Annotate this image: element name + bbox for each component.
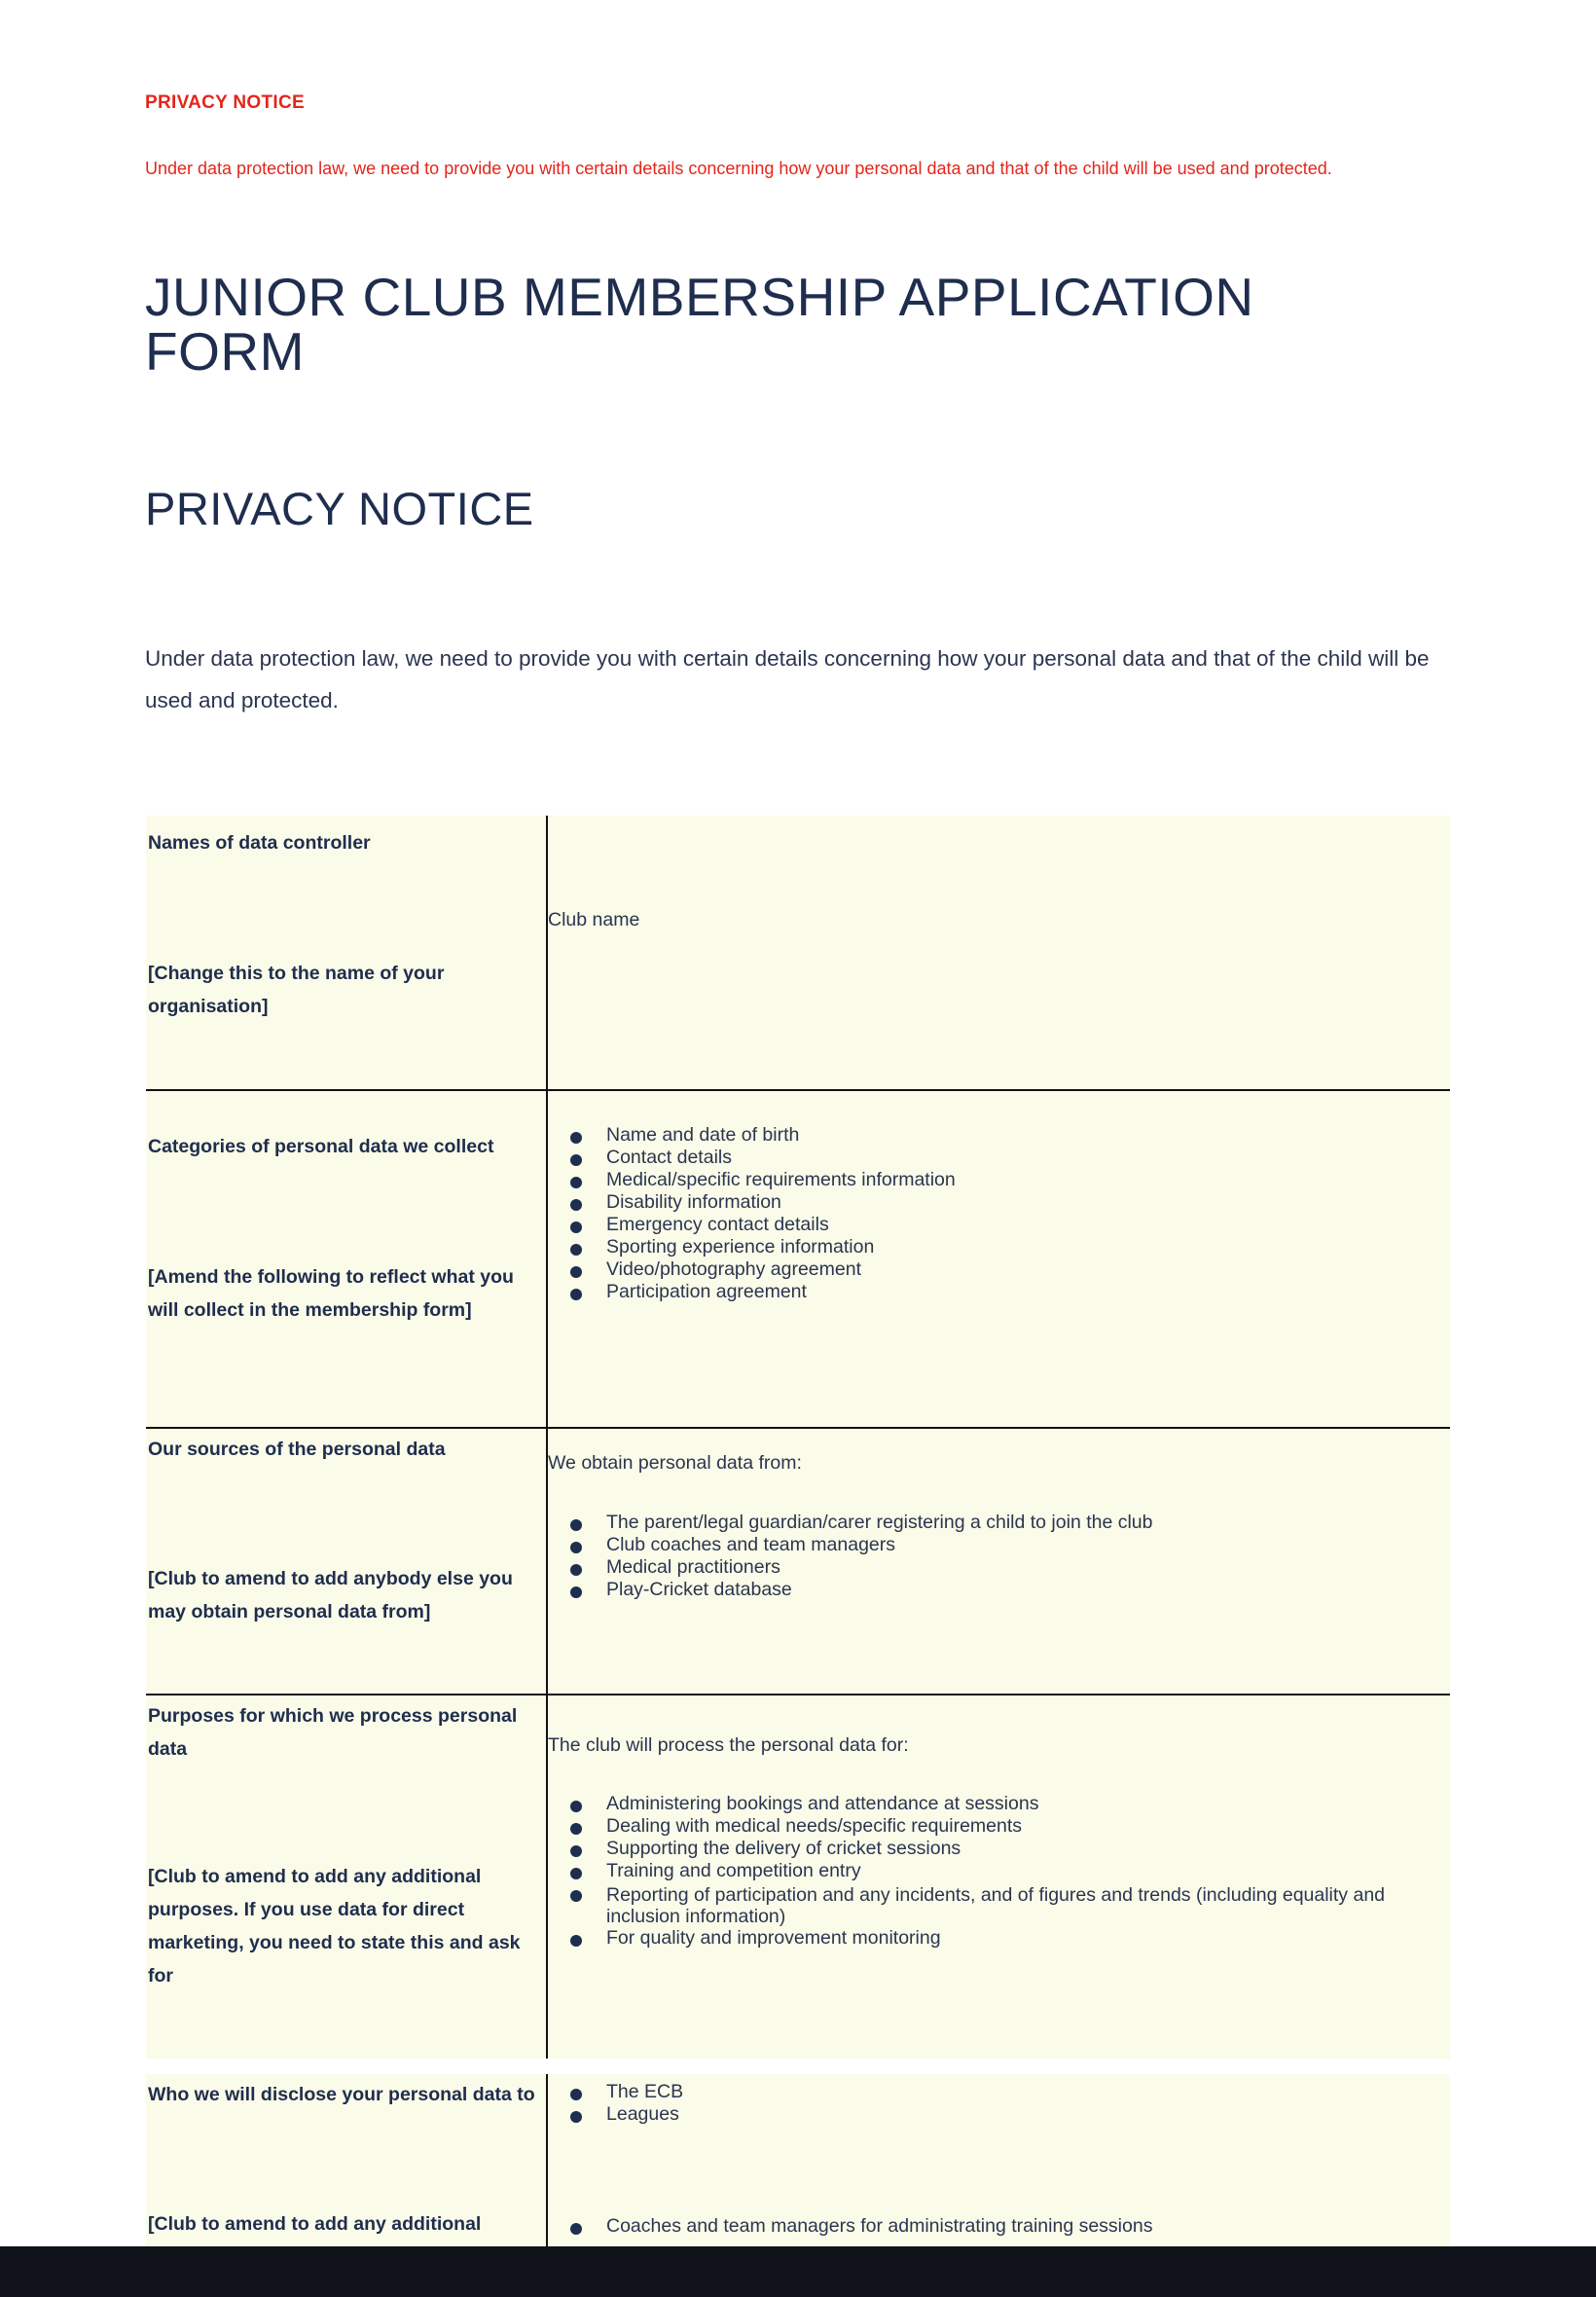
purposes-list [570, 1793, 1427, 1950]
list-item: Participation agreement [570, 1281, 956, 1303]
list-item: Contact details [570, 1147, 956, 1169]
row-note-categories: [Amend the following to reflect what you will collect in the membership form] [148, 1266, 514, 1321]
list-item: Disability information [570, 1191, 956, 1214]
row-divider [146, 1427, 1450, 1429]
row-note-purposes: [Club to amend to add any additional purposes. If you use data for direct marketing, you need to state this and ask for [148, 1866, 521, 1987]
list-item: Club coaches and team managers [570, 1534, 1153, 1556]
page-title: JUNIOR CLUB MEMBERSHIP APPLICATION FORM [145, 267, 1254, 382]
privacy-table-continued [146, 2074, 1450, 2246]
disclosure-list-continued [570, 2215, 1152, 2238]
list-item: Play-Cricket database [570, 1579, 1153, 1601]
row-label-disclosure: Who we will disclose your personal data to [148, 2084, 535, 2105]
row-note-disclosure: [Club to amend to add any additional [148, 2213, 482, 2235]
list-item: For quality and improvement monitoring [570, 1927, 1427, 1950]
section-title: PRIVACY NOTICE [145, 483, 534, 534]
list-item: Medical practitioners [570, 1556, 1153, 1579]
categories-list [570, 1124, 956, 1303]
list-item: The parent/legal guardian/carer registering a child to join the club [570, 1512, 1153, 1534]
row-label-purposes: Purposes for which we process personal data [148, 1705, 518, 1760]
row-label-categories: Categories of personal data we collect [148, 1136, 494, 1157]
row-note-sources: [Club to amend to add anybody else you may obtain personal data from] [148, 1568, 513, 1622]
header-intro: Under data protection law, we need to provide you with certain details concerning how your personal data and that of the child will be used and protected. [145, 159, 1332, 178]
list-item: Dealing with medical needs/specific requirements [570, 1815, 1427, 1838]
list-item: Medical/specific requirements information [570, 1169, 956, 1191]
list-item: Sporting experience information [570, 1236, 956, 1258]
sources-list [570, 1512, 1153, 1601]
list-item: Reporting of participation and any incidents, and of figures and trends (including equality and inclusion information) [570, 1882, 1427, 1927]
bottom-bar [0, 2246, 1596, 2297]
row-note-data-controller: [Change this to the name of your organisation] [148, 963, 445, 1017]
row-label-data-controller: Names of data controller [148, 832, 371, 854]
disclosure-list [570, 2081, 683, 2126]
list-item: Training and competition entry [570, 1860, 1427, 1882]
list-item: Emergency contact details [570, 1214, 956, 1236]
row-label-sources: Our sources of the personal data [148, 1439, 446, 1460]
row-value-sources: We obtain personal data from: [548, 1452, 802, 1474]
list-item: Video/photography agreement [570, 1258, 956, 1281]
list-item: Leagues [570, 2103, 683, 2126]
header-label: PRIVACY NOTICE [145, 92, 305, 113]
list-item: Supporting the delivery of cricket sessions [570, 1838, 1427, 1860]
row-value-data-controller: Club name [548, 909, 640, 930]
list-item: The ECB [570, 2081, 683, 2103]
row-divider [146, 1089, 1450, 1091]
list-item: Coaches and team managers for administrating training sessions [570, 2215, 1152, 2238]
intro-paragraph: Under data protection law, we need to provide you with certain details concerning how your personal data and that of the child will be used and protected. [145, 646, 1430, 712]
row-value-purposes: The club will process the personal data for: [548, 1734, 909, 1756]
list-item: Name and date of birth [570, 1124, 956, 1147]
privacy-table [146, 816, 1450, 2059]
row-divider [146, 1694, 1450, 1695]
list-item: Administering bookings and attendance at sessions [570, 1793, 1427, 1815]
